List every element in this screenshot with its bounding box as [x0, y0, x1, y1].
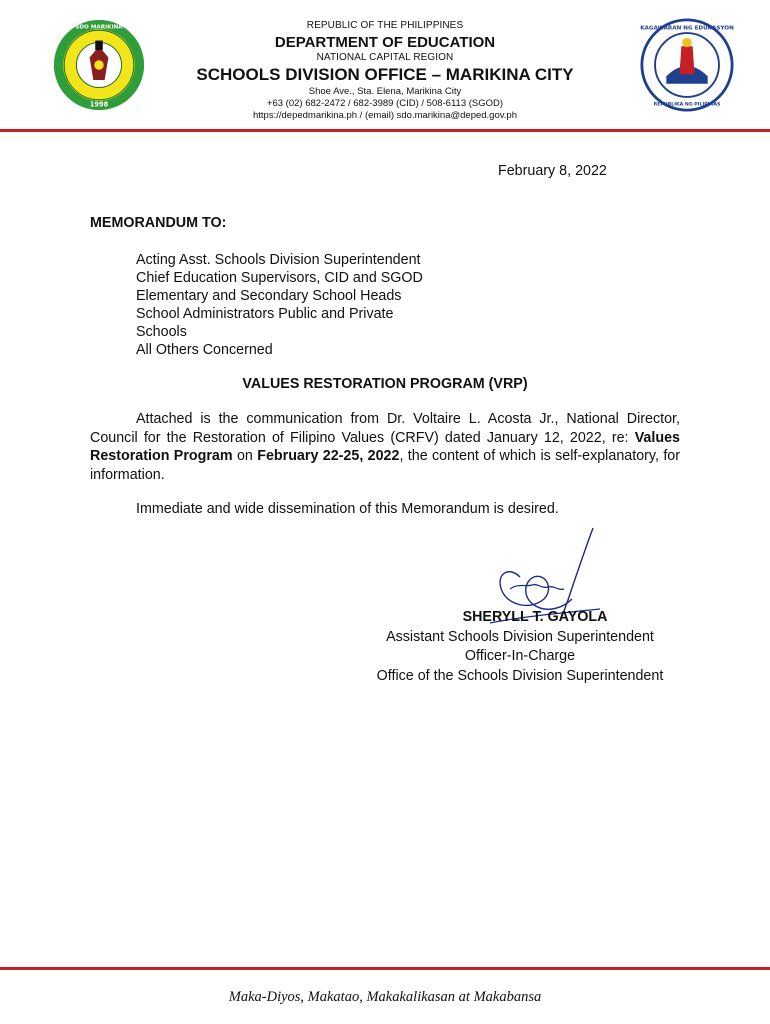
memo-to-label: MEMORANDUM TO:: [90, 215, 227, 231]
svg-text:REPUBLIKA NG PILIPINAS: REPUBLIKA NG PILIPINAS: [653, 102, 721, 108]
svg-text:1998: 1998: [89, 100, 109, 109]
program-name: Values Restoration Program: [90, 429, 680, 464]
program-dates: February 22-25, 2022: [257, 448, 400, 464]
footer-rule: [0, 967, 770, 970]
memo-paragraph-1: [90, 410, 680, 484]
signatory-name: SHERYLL T. GAYOLA: [462, 609, 608, 625]
recipient-item: Elementary and Secondary School Heads: [136, 288, 402, 304]
paragraph-text: Attached is the communication from Dr. Voltaire L. Acosta Jr., National Director, Council for the Restoration of Filipino Values (CRFV) dated January 12, 2022, re:: [90, 411, 680, 446]
signatory-title: Officer-In-Charge: [464, 648, 576, 664]
recipient-item: Schools: [136, 324, 187, 340]
signature-block: [340, 608, 700, 686]
signatory-title: Office of the Schools Division Superintendent: [376, 667, 664, 684]
header-department: DEPARTMENT OF EDUCATION: [274, 34, 496, 51]
header-address: Shoe Ave., Sta. Elena, Marikina City: [308, 86, 462, 97]
recipient-item: Chief Education Supervisors, CID and SGOD: [136, 270, 423, 286]
header-region: NATIONAL CAPITAL REGION: [316, 52, 454, 63]
header-phones: +63 (02) 682-2472 / 682-3989 (CID) / 508-6113 (SGOD): [266, 98, 504, 109]
svg-text:SDO MARIKINA: SDO MARIKINA: [75, 24, 123, 31]
paragraph-text: on: [232, 448, 258, 464]
memo-date: February 8, 2022: [498, 163, 607, 179]
header-office: SCHOOLS DIVISION OFFICE – MARIKINA CITY: [196, 65, 574, 84]
header-rule: [0, 129, 770, 132]
header-country: REPUBLIC OF THE PHILIPPINES: [306, 20, 464, 31]
header-web-email: https://depedmarikina.ph / (email) sdo.marikina@deped.gov.ph: [253, 110, 517, 121]
signatory-title: Assistant Schools Division Superintendent: [386, 628, 654, 645]
memo-paragraph-2: Immediate and wide dissemination of this Memorandum is desired.: [136, 501, 559, 517]
svg-text:KAGAWARAN NG EDUKASYON: KAGAWARAN NG EDUKASYON: [640, 25, 734, 32]
recipient-list: [136, 251, 423, 359]
recipient-item: All Others Concerned: [136, 342, 273, 358]
memo-subject: VALUES RESTORATION PROGRAM (VRP): [242, 376, 528, 392]
recipient-item: School Administrators Public and Private: [136, 306, 394, 322]
footer-motto: Maka-Diyos, Makatao, Makakalikasan at Makabansa: [228, 989, 542, 1005]
recipient-item: Acting Asst. Schools Division Superintendent: [136, 252, 421, 268]
paragraph-text: , the content of which is self-explanatory, for information.: [90, 448, 681, 483]
